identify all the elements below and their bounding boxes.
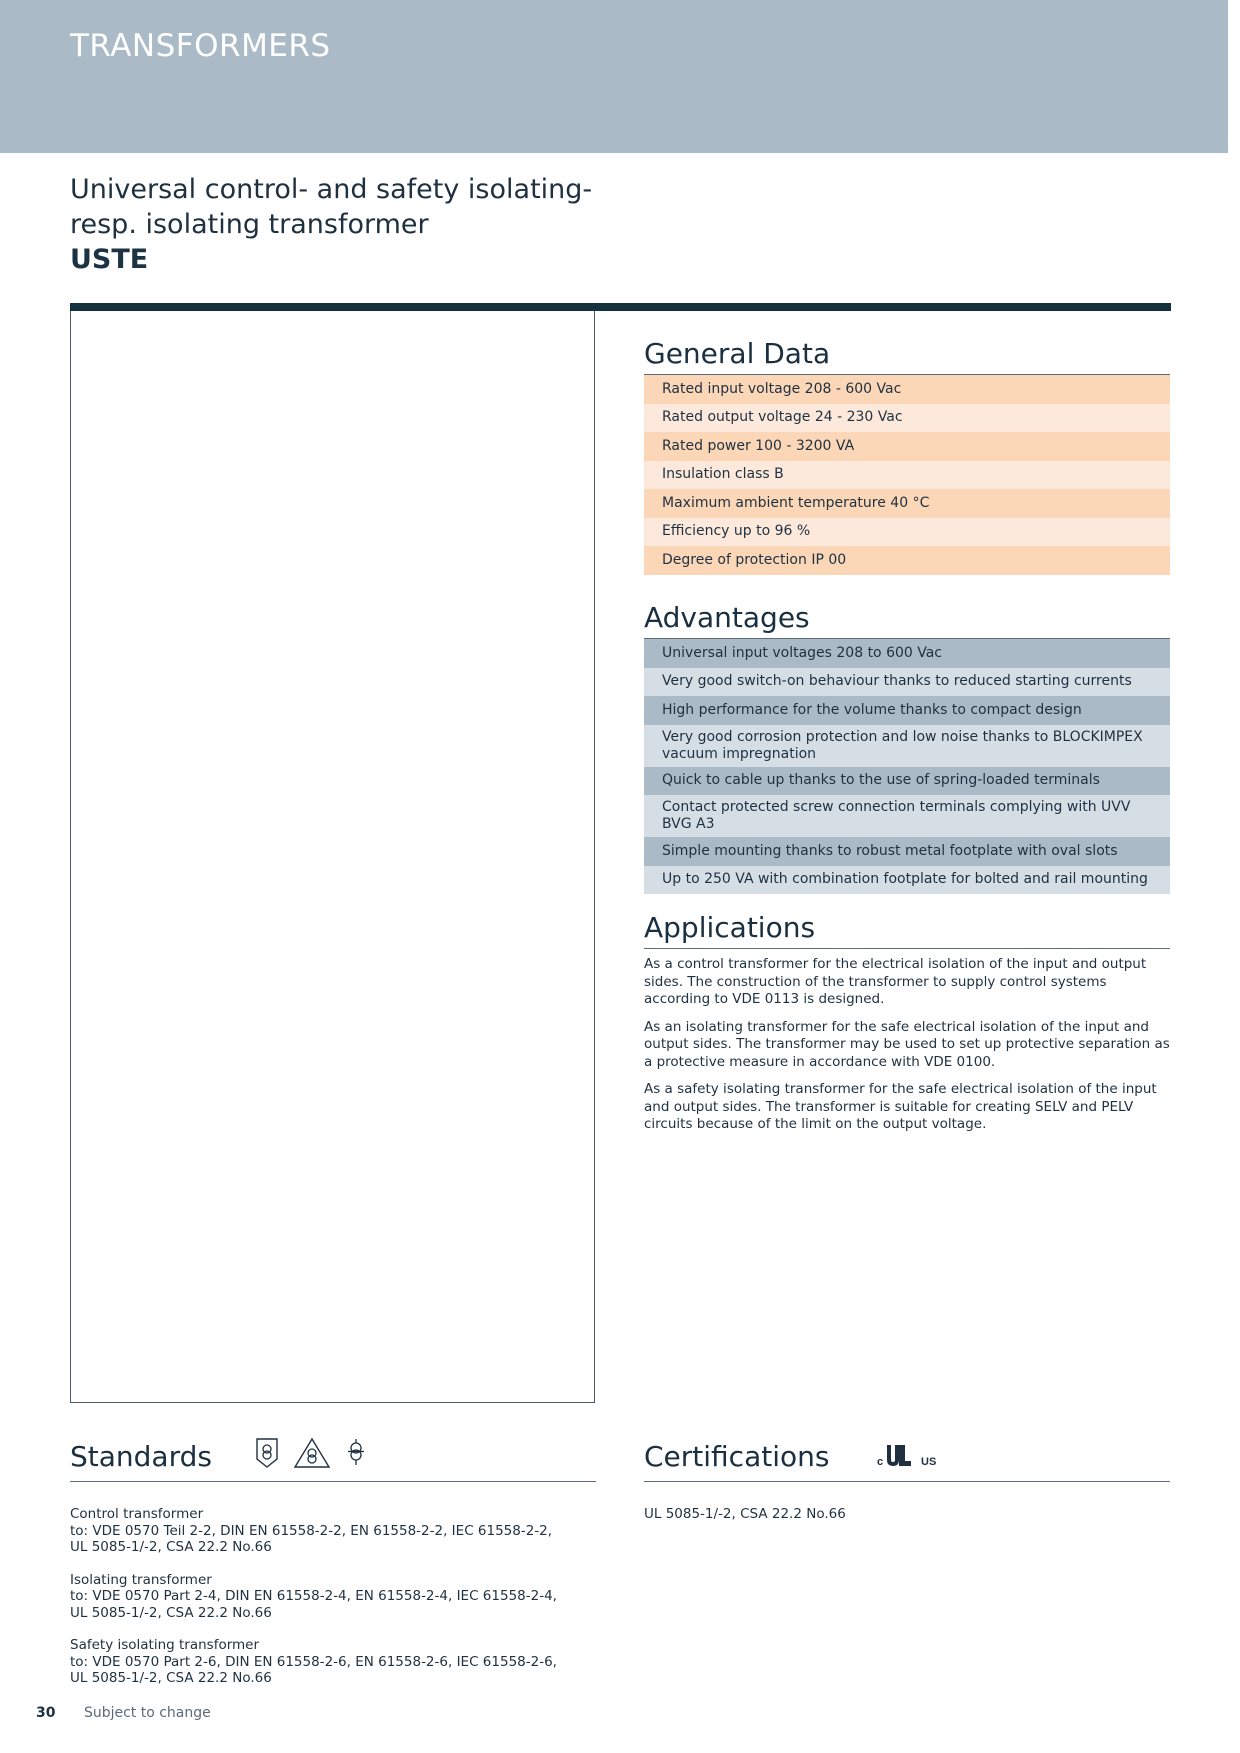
applications-heading: Applications [644,910,1170,949]
advantages-section [644,600,1170,894]
svg-text:c: c [877,1456,884,1468]
advantage-row: Universal input voltages 208 to 600 Vac [644,639,1170,668]
certifications-heading: Certifications [644,1433,1170,1482]
svg-text:US: US [921,1456,937,1468]
c-ul-us-logo [877,1441,943,1471]
product-title [70,172,670,277]
advantage-row: Very good corrosion protection and low noise thanks to BLOCKIMPEX vacuum impregnation [644,725,1170,767]
general-data-list [644,375,1170,575]
product-image-frame [70,311,595,1403]
advantage-row: Contact protected screw connection terminals complying with UVV BVG A3 [644,795,1170,837]
standard-line: UL 5085-1/-2, CSA 22.2 No.66 [70,1670,272,1686]
applications-paragraph: As an isolating transformer for the safe electrical isolation of the input and output sides. The transformer may be used to set up protective separation as a protective measure in accordance with VDE 0100. [644,1018,1170,1070]
standard-block [70,1572,596,1622]
applications-paragraph: As a control transformer for the electrical isolation of the input and output sides. The construction of the transformer to supply control systems according to VDE 0113 is designed. [644,956,1147,1007]
standard-title: Isolating transformer [70,1571,212,1588]
standards-section [70,1433,596,1687]
general-data-heading: General Data [644,336,1170,375]
standard-title: Control transformer [70,1506,204,1522]
standard-line: to: VDE 0570 Teil 2-2, DIN EN 61558-2-2, EN 61558-2-2, IEC 61558-2-2, [70,1522,553,1539]
advantage-row: High performance for the volume thanks to compact design [644,696,1170,725]
product-title-line-1: Universal control- and safety isolating- [70,174,593,205]
standard-line: to: VDE 0570 Part 2-6, DIN EN 61558-2-6, EN 61558-2-6, IEC 61558-2-6, [70,1653,557,1670]
standard-line: UL 5085-1/-2, CSA 22.2 No.66 [70,1539,272,1555]
standard-line: UL 5085-1/-2, CSA 22.2 No.66 [70,1604,272,1621]
general-data-row: Insulation class B [644,461,1170,490]
standard-block [70,1637,596,1687]
general-data-row: Degree of protection IP 00 [644,546,1170,575]
general-data-section [644,336,1170,575]
footer-note: Subject to change [83,1705,211,1721]
advantages-heading: Advantages [644,600,1170,639]
header-banner [0,0,1228,153]
certifications-text: UL 5085-1/-2, CSA 22.2 No.66 [644,1506,846,1522]
product-code: USTE [70,244,149,275]
advantages-list [644,639,1170,894]
general-data-row: Rated power 100 - 3200 VA [644,432,1170,461]
advantage-row: Simple mounting thanks to robust metal footplate with oval slots [644,837,1170,866]
page-footer [36,1705,211,1721]
advantage-row: Quick to cable up thanks to the use of spring-loaded terminals [644,767,1170,796]
general-data-row: Maximum ambient temperature 40 °C [644,489,1170,518]
standard-block [70,1506,596,1556]
category-title: TRANSFORMERS [70,28,331,64]
applications-section [644,910,1170,1144]
general-data-row: Efficiency up to 96 % [644,518,1170,547]
general-data-row: Rated input voltage 208 - 600 Vac [644,375,1170,404]
control-transformer-symbol-icon [255,1437,279,1469]
product-title-line-2: resp. isolating transformer [70,209,429,240]
top-divider [70,303,1171,311]
advantage-row: Very good switch-on behaviour thanks to reduced starting currents [644,668,1170,697]
standards-heading: Standards [70,1433,596,1482]
standard-line: to: VDE 0570 Part 2-4, DIN EN 61558-2-4, EN 61558-2-4, IEC 61558-2-4, [70,1588,557,1604]
safety-isolating-transformer-symbol-icon [345,1437,367,1469]
isolating-transformer-symbol-icon [293,1437,331,1469]
standards-icons [255,1433,367,1473]
standard-title: Safety isolating transformer [70,1637,260,1653]
general-data-row: Rated output voltage 24 - 230 Vac [644,404,1170,433]
applications-paragraph: As a safety isolating transformer for the safe electrical isolation of the input and output sides. The transformer is suitable for creating SELV and PELV circuits because of the limit on the output voltage. [644,1081,1157,1132]
page-number: 30 [36,1705,56,1721]
advantage-row: Up to 250 VA with combination footplate for bolted and rail mounting [644,866,1170,895]
certifications-section [644,1433,1170,1523]
